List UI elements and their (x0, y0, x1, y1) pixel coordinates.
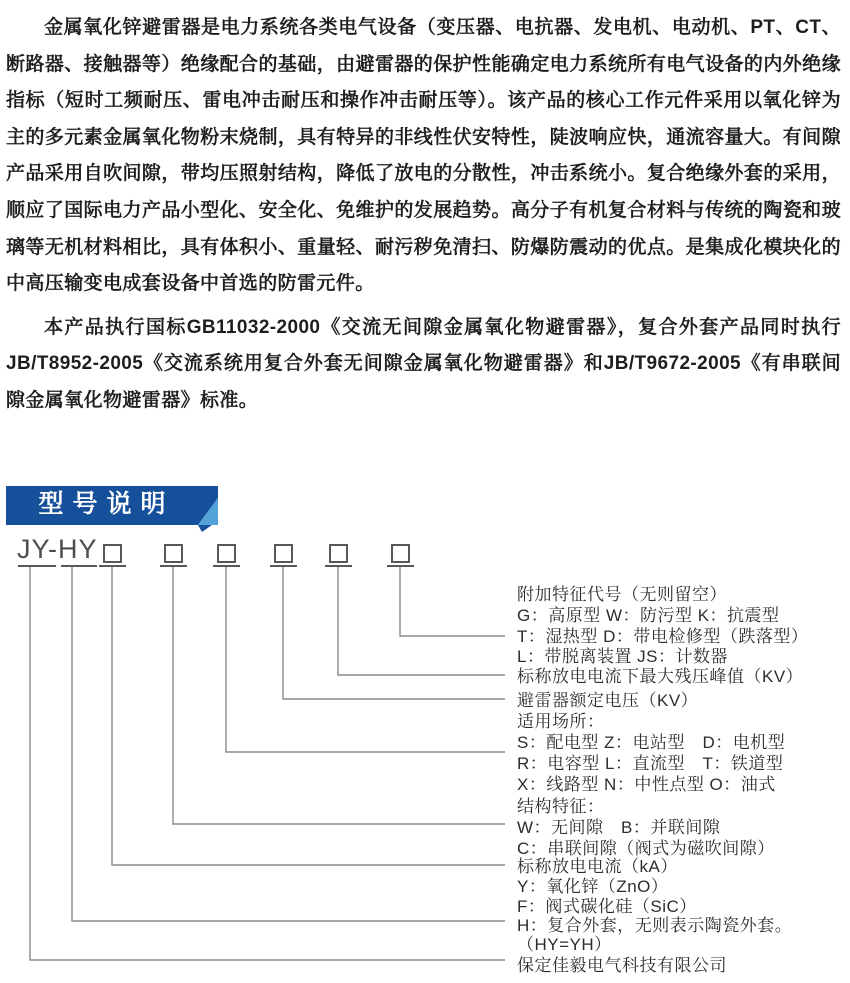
model-code-box-3 (217, 544, 236, 563)
model-code-box-6 (391, 544, 410, 563)
model-code-box-1 (103, 544, 122, 563)
banner-fold-tip (198, 525, 212, 532)
connector-line-hy (72, 567, 505, 921)
connector-line-box6 (400, 567, 505, 636)
code-underline-box1 (99, 565, 126, 567)
code-description-row: 避雷器额定电压（KV） (517, 691, 699, 710)
connector-line-jy (30, 567, 505, 960)
code-description-row: 附加特征代号（无则留空） (517, 585, 727, 604)
code-description-row: T：湿热型 D：带电检修型（跌落型） (517, 627, 809, 646)
code-description-row: C：串联间隙（阀式为磁吹间隙） (517, 839, 775, 858)
connector-line-box5 (338, 567, 505, 675)
code-description-row: （HY=YH） (517, 935, 612, 954)
code-underline-box5 (325, 565, 352, 567)
model-prefix: JY-HY (17, 534, 98, 564)
code-description-row: Y：氧化锌（ZnO） (517, 877, 669, 896)
code-description-row: H：复合外套，无则表示陶瓷外套。 (517, 916, 793, 935)
section-title: 型号说明 (38, 490, 175, 518)
code-underline-box3 (213, 565, 240, 567)
code-description-row: R：电容型 L：直流型 T：铁道型 (517, 754, 784, 773)
code-description-row: L：带脱离装置 JS：计数器 (517, 647, 729, 666)
connector-line-box2 (173, 567, 505, 824)
code-description-row: 结构特征： (517, 797, 605, 816)
code-description-row: W：无间隙 B：并联间隙 (517, 818, 721, 837)
code-description-row: G：高原型 W：防污型 K：抗震型 (517, 606, 780, 625)
connector-line-box3 (226, 567, 505, 752)
code-description-row: S：配电型 Z：电站型 D：电机型 (517, 733, 786, 752)
connector-line-box4 (283, 567, 505, 699)
code-underline-hy (61, 565, 97, 567)
intro-section (0, 0, 850, 420)
intro-paragraph-1: 金属氧化锌避雷器是电力系统各类电气设备（变压器、电抗器、发电机、电动机、PT、CT、断路器、接触器等）绝缘配合的基础，由避雷器的保护性能确定电力系统所有电气设备的内外绝缘指标（短时工频耐压、雷电冲击耐压和操作冲击耐压等）。该产品的核心工作元件采用以氧化锌为主的多元素金属氧化物粉末烧制，具有特异的非线性伏安特性，陡波响应快，通流容量大。有间隙产品采用自吹间隙，带均压照射结构，降低了放电的分散性，冲击系统小。复合绝缘外套的采用，顺应了国际电力产品小型化、安全化、免维护的发展趋势。高分子有机复合材料与传统的陶瓷和玻璃等无机材料相比，具有体积小、重量轻、耐污秽免清扫、防爆防震动的优点。是集成化模块化的中高压输变电成套设备中首选的防雷元件。 (6, 17, 841, 295)
code-underline-box6 (387, 565, 414, 567)
model-code-box-4 (274, 544, 293, 563)
code-description-row: 保定佳毅电气科技有限公司 (517, 956, 727, 975)
section-banner (6, 485, 224, 532)
model-code-box-5 (329, 544, 348, 563)
code-description-row: X：线路型 N：中性点型 O：油式 (517, 775, 776, 794)
code-description-row: 适用场所： (517, 712, 605, 731)
code-underline-jy (18, 565, 56, 567)
intro-paragraph-2: 本产品执行国标GB11032-2000《交流无间隙金属氧化物避雷器》，复合外套产品同时执行JB/T8952-2005《交流系统用复合外套无间隙金属氧化物避雷器》和JB/T9672-2005《有串联间隙金属氧化物避雷器》标准。 (6, 316, 841, 411)
code-description-row: 标称放电电流下最大残压峰值（KV） (517, 667, 804, 686)
connector-line-box1 (112, 567, 505, 865)
model-code-box-2 (164, 544, 183, 563)
code-underline-box2 (160, 565, 187, 567)
code-underline-box4 (270, 565, 297, 567)
code-description-row: 标称放电电流（kA） (517, 857, 678, 876)
code-description-row: F：阀式碳化硅（SiC） (517, 897, 697, 916)
